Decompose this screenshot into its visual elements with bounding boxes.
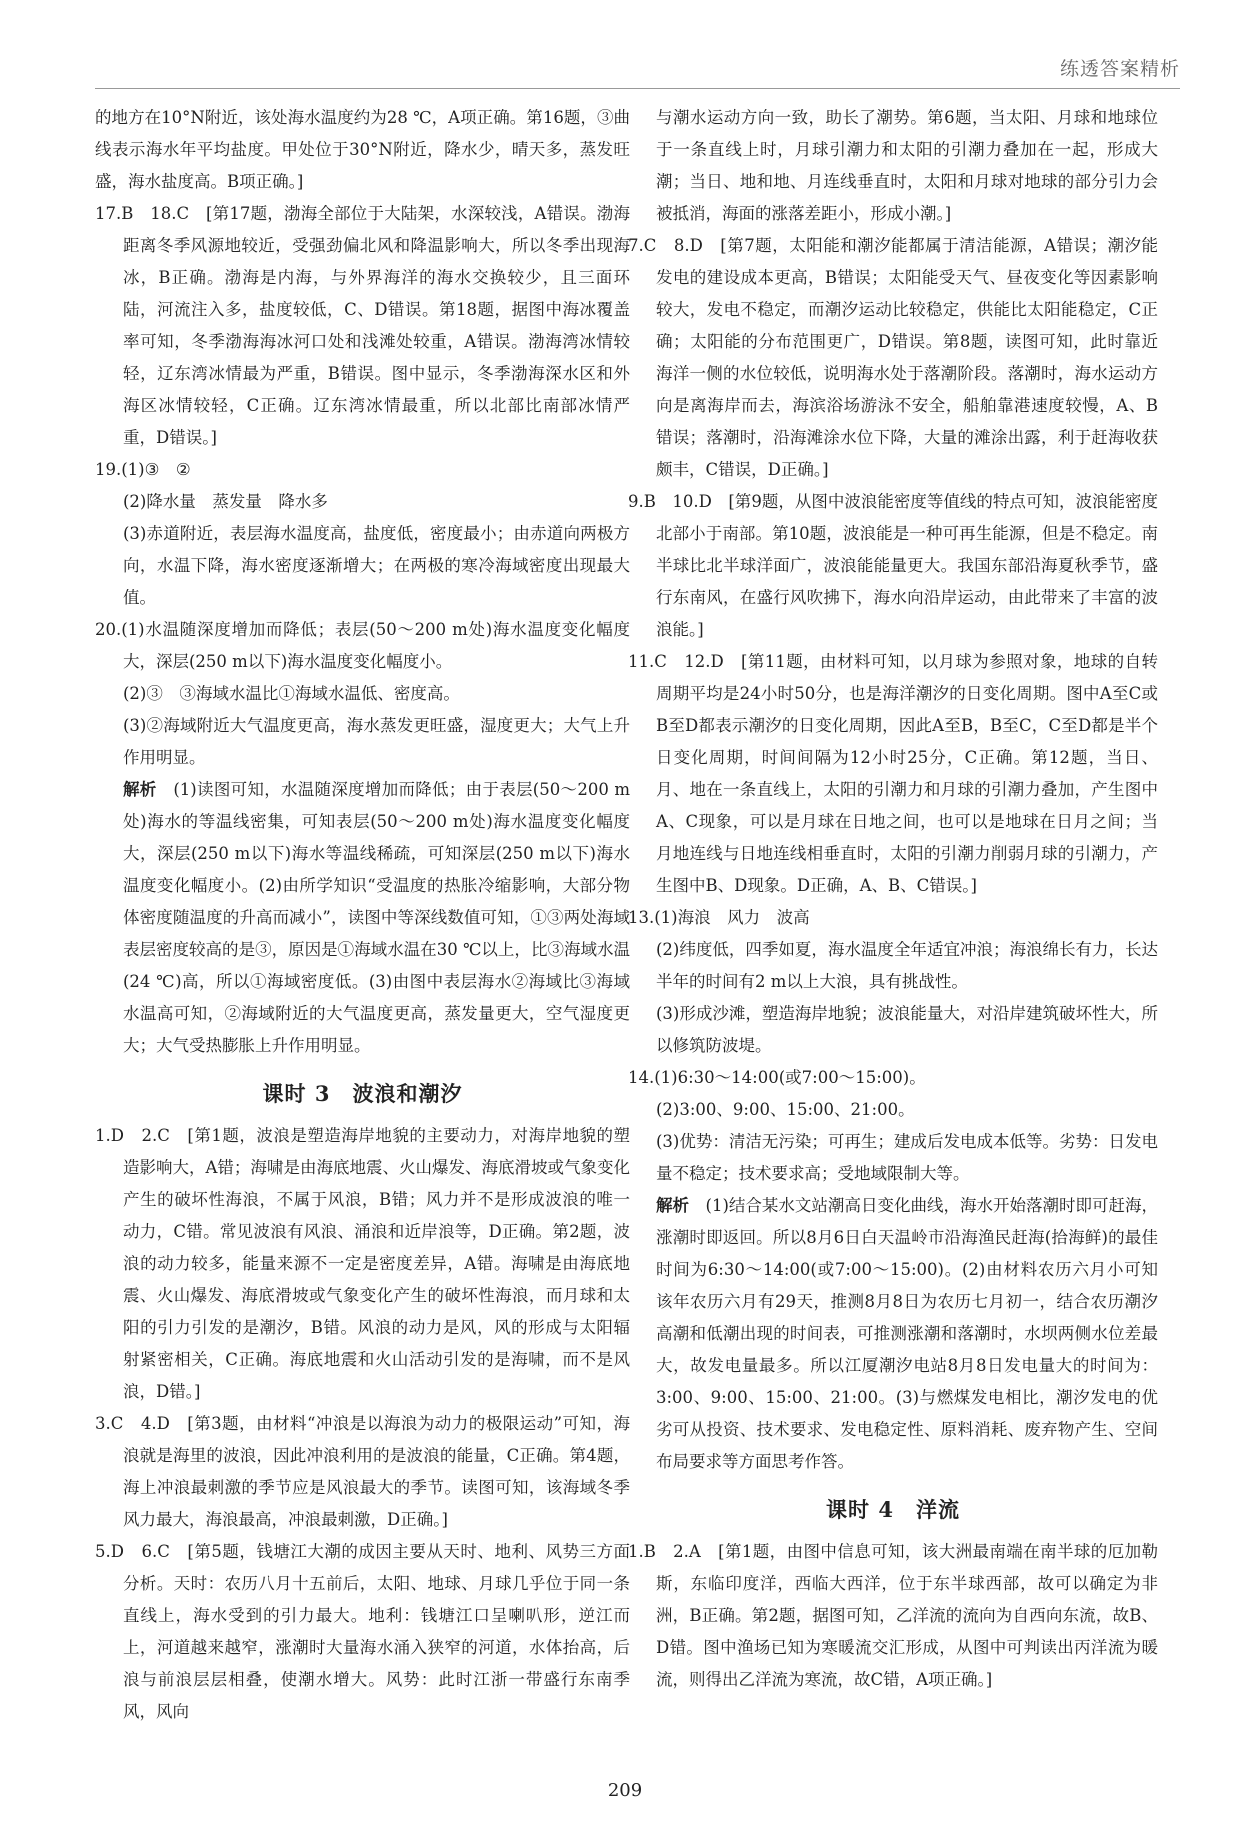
- analysis-20: [95, 774, 630, 1062]
- answer-1-2: 1.D 2.C [第1题，波浪是塑造海岸地貌的主要动力，对海岸地貌的塑造影响大，A错；海啸是由海底地震、火山爆发、海底滑坡或气象变化产生的破坏性海浪，不属于风浪，B错；风力并不是形成波浪的唯一动力，C错。常见波浪有风浪、涌浪和近岸浪等，D正确。第2题，波浪的动力较多，能量来源不一定是密度差异，A错。海啸是由海底地震、火山爆发、海底滑坡或气象变化产生的破坏性海浪，而月球和太阳的引力引发的是潮汐，B错。风浪的动力是风，风的形成与太阳辐射紧密相关，C正确。海底地震和火山活动引发的是海啸，而不是风浪，D错。]: [95, 1126, 630, 1401]
- answer-5-6: 5.D 6.C [第5题，钱塘江大潮的成因主要从天时、地利、风势三方面分析。天时：农历八月十五前后，太阳、地球、月球几乎位于同一条直线上，海水受到的引力最大。地利：钱塘江口呈喇叭形，逆江而上，河道越来越窄，涨潮时大量海水涌入狭窄的河道，水体抬高，后浪与前浪层层相叠，使潮水增大。风势：此时江浙一带盛行东南季风，风向: [95, 1542, 630, 1721]
- answer-13-2: (2)纬度低，四季如夏，海水温度全年适宜冲浪；海浪绵长有力，长达半年的时间有2 m以上大浪，具有挑战性。: [656, 940, 1158, 991]
- section-heading-3: [95, 1078, 630, 1110]
- analysis-label: 解析: [123, 780, 157, 799]
- answer-20-3: (3)②海域附近大气温度更高，海水蒸发更旺盛，湿度更大；大气上升作用明显。: [123, 716, 630, 767]
- header-title: 练透答案精析: [1059, 58, 1180, 80]
- answer-1-2: 1.B 2.A [第1题，由图中信息可知，该大洲最南端在南半球的厄加勒斯，东临印度洋，西临大西洋，位于东半球西部，故可以确定为非洲，B正确。第2题，据图可知，乙洋流的流向为自西向东流，故B、D错。图中渔场已知为寒暖流交汇形成，从图中可判读出丙洋流为暖流，则得出乙洋流为寒流，故C错，A项正确。]: [628, 1542, 1158, 1689]
- answer-20-2: (2)③ ③海域水温比①海域水温低、密度高。: [123, 684, 460, 703]
- answer-7-8: 7.C 8.D [第7题，太阳能和潮汐能都属于清洁能源，A错误；潮汐能发电的建设成本更高，B错误；太阳能受天气、昼夜变化等因素影响较大，发电不稳定，而潮汐运动比较稳定，供能比太阳能稳定，C正确；太阳能的分布范围更广，D错误。第8题，读图可知，此时靠近海洋一侧的水位较低，说明海水处于落潮阶段。落潮时，海水运动方向是离海岸而去，海滨浴场游泳不安全，船舶靠港速度较慢，A、B错误；落潮时，沿海滩涂水位下降，大量的滩涂出露，利于赶海收获颇丰，C错误，D正确。]: [628, 236, 1158, 479]
- answer-13-3: (3)形成沙滩，塑造海岸地貌；波浪能量大，对沿岸建筑破坏性大，所以修筑防波堤。: [656, 1004, 1158, 1055]
- section-title: 洋流: [915, 1497, 960, 1522]
- answer-17-18: 17.B 18.C [第17题，渤海全部位于大陆架，水深较浅，A错误。渤海距离冬季风源地较近，受强劲偏北风和降温影响大，所以冬季出现海冰，B正确。渤海是内海，与外界海洋的海水交换较少，且三面环陆，河流注入多，盐度较低，C、D错误。第18题，据图中海冰覆盖率可知，冬季渤海海冰河口处和浅滩处较重，A错误。渤海湾冰情较轻，辽东湾冰情最为严重，B错误。图中显示，冬季渤海深水区和外海区冰情较轻，C正确。辽东湾冰情最重，所以北部比南部冰情严重，D错误。]: [95, 204, 630, 447]
- answer-14-2: (2)3:00、9:00、15:00、21:00。: [656, 1100, 915, 1119]
- answer-19-3: (3)赤道附近，表层海水温度高，盐度低，密度最小；由赤道向两极方向，水温下降，海水密度逐渐增大；在两极的寒冷海域密度出现最大值。: [123, 524, 630, 607]
- right-column: [628, 102, 1158, 1696]
- answer-20-1: 20.(1)水温随深度增加而降低；表层(50～200 m处)海水温度变化幅度大，深层(250 m以下)海水温度变化幅度小。: [95, 620, 630, 671]
- section-prefix: 课时 4: [826, 1497, 894, 1522]
- section-title: 波浪和潮汐: [352, 1081, 463, 1106]
- page-header: [0, 0, 1250, 95]
- header-rule: [95, 88, 1180, 89]
- answer-14-1: 14.(1)6:30～14:00(或7:00～15:00)。: [628, 1068, 926, 1087]
- analysis-text: (1)结合某水文站潮高日变化曲线，海水开始落潮时即可赶海，涨潮时即返回。所以8月6日白天温岭市沿海渔民赶海(拾海鲜)的最佳时间为6:30～14:00(或7:00～15:00)。(2)由材料农历六月小可知该年农历六月有29天，推测8月8日为农历七月初一，结合农历潮汐高潮和低潮出现的时间表，可推测涨潮和落潮时，水坝两侧水位差最大，故发电量最多。所以江厦潮汐电站8月8日发电量大的时间为：3:00、9:00、15:00、21:00。(3)与燃煤发电相比，潮汐发电的优劣可从投资、技术要求、发电稳定性、原料消耗、废弃物产生、空间布局要求等方面思考作答。: [656, 1196, 1159, 1471]
- section-heading-4: [628, 1494, 1158, 1526]
- section-prefix: 课时 3: [262, 1081, 331, 1106]
- answer-19-2: (2)降水量 蒸发量 降水多: [123, 492, 328, 511]
- analysis-text: (1)读图可知，水温随深度增加而降低；由于表层(50～200 m处)海水的等温线密集，可知表层(50～200 m处)海水温度变化幅度大，深层(250 m以下)海水等温线稀疏，可知深层(250 m以下)海水温度变化幅度小。(2)由所学知识“受温度的热胀冷缩影响，大部分物体密度随温度的升高而减小”，读图中等深线数值可知，①③两处海域表层密度较高的是③，原因是①海域水温在30 ℃以上，比③海域水温(24 ℃)高，所以①海域密度低。(3)由图中表层海水②海域比③海域水温高可知，②海域附近的大气温度更高，蒸发量更大，空气湿度更大；大气受热膨胀上升作用明显。: [123, 780, 630, 1055]
- analysis-label: 解析: [656, 1196, 690, 1215]
- answer-14-3: (3)优势：清洁无污染；可再生；建成后发电成本低等。劣势：日发电量不稳定；技术要求高；受地域限制大等。: [656, 1132, 1158, 1183]
- page-number: 209: [607, 1780, 643, 1801]
- answer-11-12: 11.C 12.D [第11题，由材料可知，以月球为参照对象，地球的自转周期平均是24小时50分，也是海洋潮汐的日变化周期。图中A至C或B至D都表示潮汐的日变化周期，因此A至B，B至C，C至D都是半个日变化周期，时间间隔为12小时25分，C正确。第12题，当日、月、地在一条直线上，太阳的引潮力和月球的引潮力叠加，产生图中A、C现象，可以是月球在日地之间，也可以是地球在日月之间；当月地连线与日地连线相垂直时，太阳的引潮力削弱月球的引潮力，产生图中B、D现象。D正确，A、B、C错误。]: [628, 652, 1158, 895]
- left-column: [95, 102, 630, 1728]
- paragraph: 的地方在10°N附近，该处海水温度约为28 ℃，A项正确。第16题，③曲线表示海水年平均盐度。甲处位于30°N附近，降水少，晴天多，蒸发旺盛，海水盐度高。B项正确。]: [95, 108, 630, 191]
- analysis-14: [628, 1190, 1158, 1478]
- answer-13-1: 13.(1)海浪 风力 波高: [628, 908, 810, 927]
- answer-9-10: 9.B 10.D [第9题，从图中波浪能密度等值线的特点可知，波浪能密度北部小于南部。第10题，波浪能是一种可再生能源，但是不稳定。南半球比北半球洋面广，波浪能能量更大。我国东部沿海夏秋季节，盛行东南风，在盛行风吹拂下，海水向沿岸运动，由此带来了丰富的波浪能。]: [628, 492, 1158, 639]
- answer-3-4: 3.C 4.D [第3题，由材料“冲浪是以海浪为动力的极限运动”可知，海浪就是海里的波浪，因此冲浪利用的是波浪的能量，C正确。第4题，海上冲浪最刺激的季节应是风浪最大的季节。读图可知，该海域冬季风力最大，海浪最高，冲浪最刺激，D正确。]: [95, 1414, 630, 1529]
- column-divider: [621, 100, 622, 1760]
- paragraph: 与潮水运动方向一致，助长了潮势。第6题，当太阳、月球和地球位于一条直线上时，月球引潮力和太阳的引潮力叠加在一起，形成大潮；当日、地和地、月连线垂直时，太阳和月球对地球的部分引力会被抵消，海面的涨落差距小，形成小潮。]: [656, 108, 1158, 223]
- answer-19-1: 19.(1)③ ②: [95, 460, 191, 479]
